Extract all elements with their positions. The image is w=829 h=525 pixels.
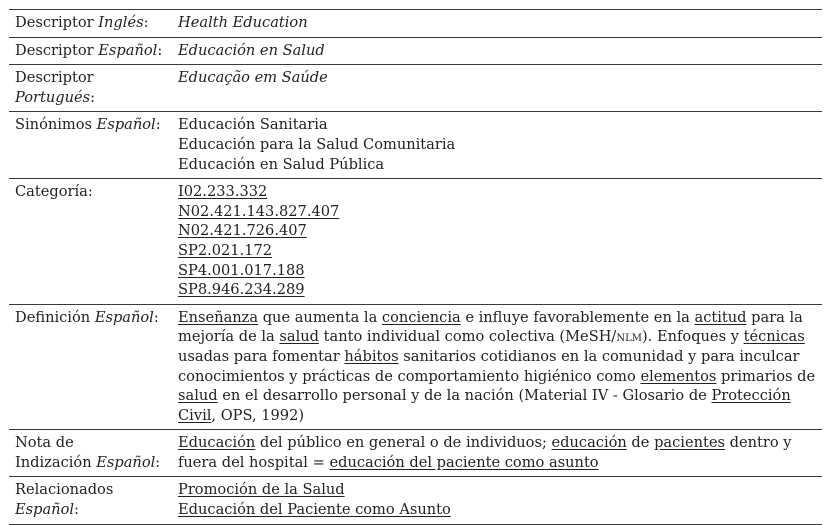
related-link[interactable]: Promoción de la Salud: [178, 481, 345, 499]
label-definicion: Definición Español:: [15, 308, 159, 326]
term-link[interactable]: hábitos: [344, 347, 399, 365]
synonym-item: Educación para la Salud Comunitaria: [178, 135, 456, 153]
label-relacionados: Relacionados Español:: [15, 481, 114, 519]
descriptor-table: [9, 9, 822, 525]
category-link[interactable]: N02.421.726.407: [178, 222, 307, 240]
label-descriptor-ingles: Descriptor Inglés:: [15, 14, 149, 31]
term-link[interactable]: salud: [178, 387, 218, 405]
value-descriptor-portugues: Educação em Saúde: [178, 69, 328, 87]
category-link[interactable]: N02.421.143.827.407: [178, 202, 340, 220]
term-link[interactable]: Enseñanza: [178, 308, 259, 326]
term-link[interactable]: elementos: [640, 367, 717, 385]
value-descriptor-espanol: Educación en Salud: [178, 41, 325, 59]
row-nota-indizacion: [9, 430, 822, 477]
row-descriptor-portugues: [9, 65, 822, 112]
term-link[interactable]: educación: [551, 434, 627, 452]
row-descriptor-ingles: [9, 10, 822, 38]
term-link[interactable]: pacientes: [654, 434, 725, 452]
term-link[interactable]: Educación: [178, 434, 256, 452]
term-link[interactable]: conciencia: [381, 308, 461, 326]
row-relacionados: [9, 477, 822, 524]
value-sinonimos: [178, 112, 822, 179]
category-link[interactable]: I02.233.332: [178, 183, 268, 201]
label-descriptor-espanol: Descriptor Español:: [15, 41, 163, 59]
synonym-item: Educación en Salud Pública: [178, 155, 385, 173]
term-link[interactable]: educación del paciente como asunto: [329, 453, 599, 471]
value-definicion: Enseñanza que aumenta la conciencia e influye favorablemente en la actitud para la mejoría de la salud tanto individual como colectiva (MeSH/nlm). Enfoques y técnicas usadas para fomentar hábitos sanitarios cotidianos en la comunidad y para inculcar conocimientos y prácticas de comportamiento higiénico como elementos primarios de salud en el desarrollo personal y de la nación (Material IV - Glosario de Protección Civil, OPS, 1992): [178, 308, 816, 424]
term-link[interactable]: actitud: [694, 308, 747, 326]
value-descriptor-ingles: Health Education: [178, 14, 308, 31]
row-sinonimos: [9, 112, 822, 179]
synonym-item: Educación Sanitaria: [178, 116, 328, 134]
category-link[interactable]: SP8.946.234.289: [178, 281, 305, 299]
row-categoria: [9, 179, 822, 305]
value-nota-indizacion: Educación del público en general o de individuos; educación de pacientes dentro y fuera del hospital = educación del paciente como asunto: [178, 434, 792, 471]
label-nota-indizacion: Nota de Indización Español:: [15, 434, 161, 471]
row-definicion: [9, 304, 822, 430]
category-link[interactable]: SP2.021.172: [178, 241, 273, 259]
value-relacionados: [178, 477, 822, 524]
label-descriptor-portugues: Descriptor Portugués:: [15, 69, 96, 106]
related-link[interactable]: Educación del Paciente como Asunto: [178, 501, 451, 519]
term-link[interactable]: Protección Civil: [178, 387, 791, 424]
row-descriptor-espanol: [9, 37, 822, 65]
term-link[interactable]: técnicas: [743, 328, 805, 346]
category-link[interactable]: SP4.001.017.188: [178, 261, 305, 279]
value-categoria: [178, 179, 822, 305]
label-categoria: Categoría:: [15, 183, 93, 201]
label-sinonimos: Sinónimos Español:: [15, 116, 161, 134]
term-link[interactable]: salud: [279, 328, 320, 346]
